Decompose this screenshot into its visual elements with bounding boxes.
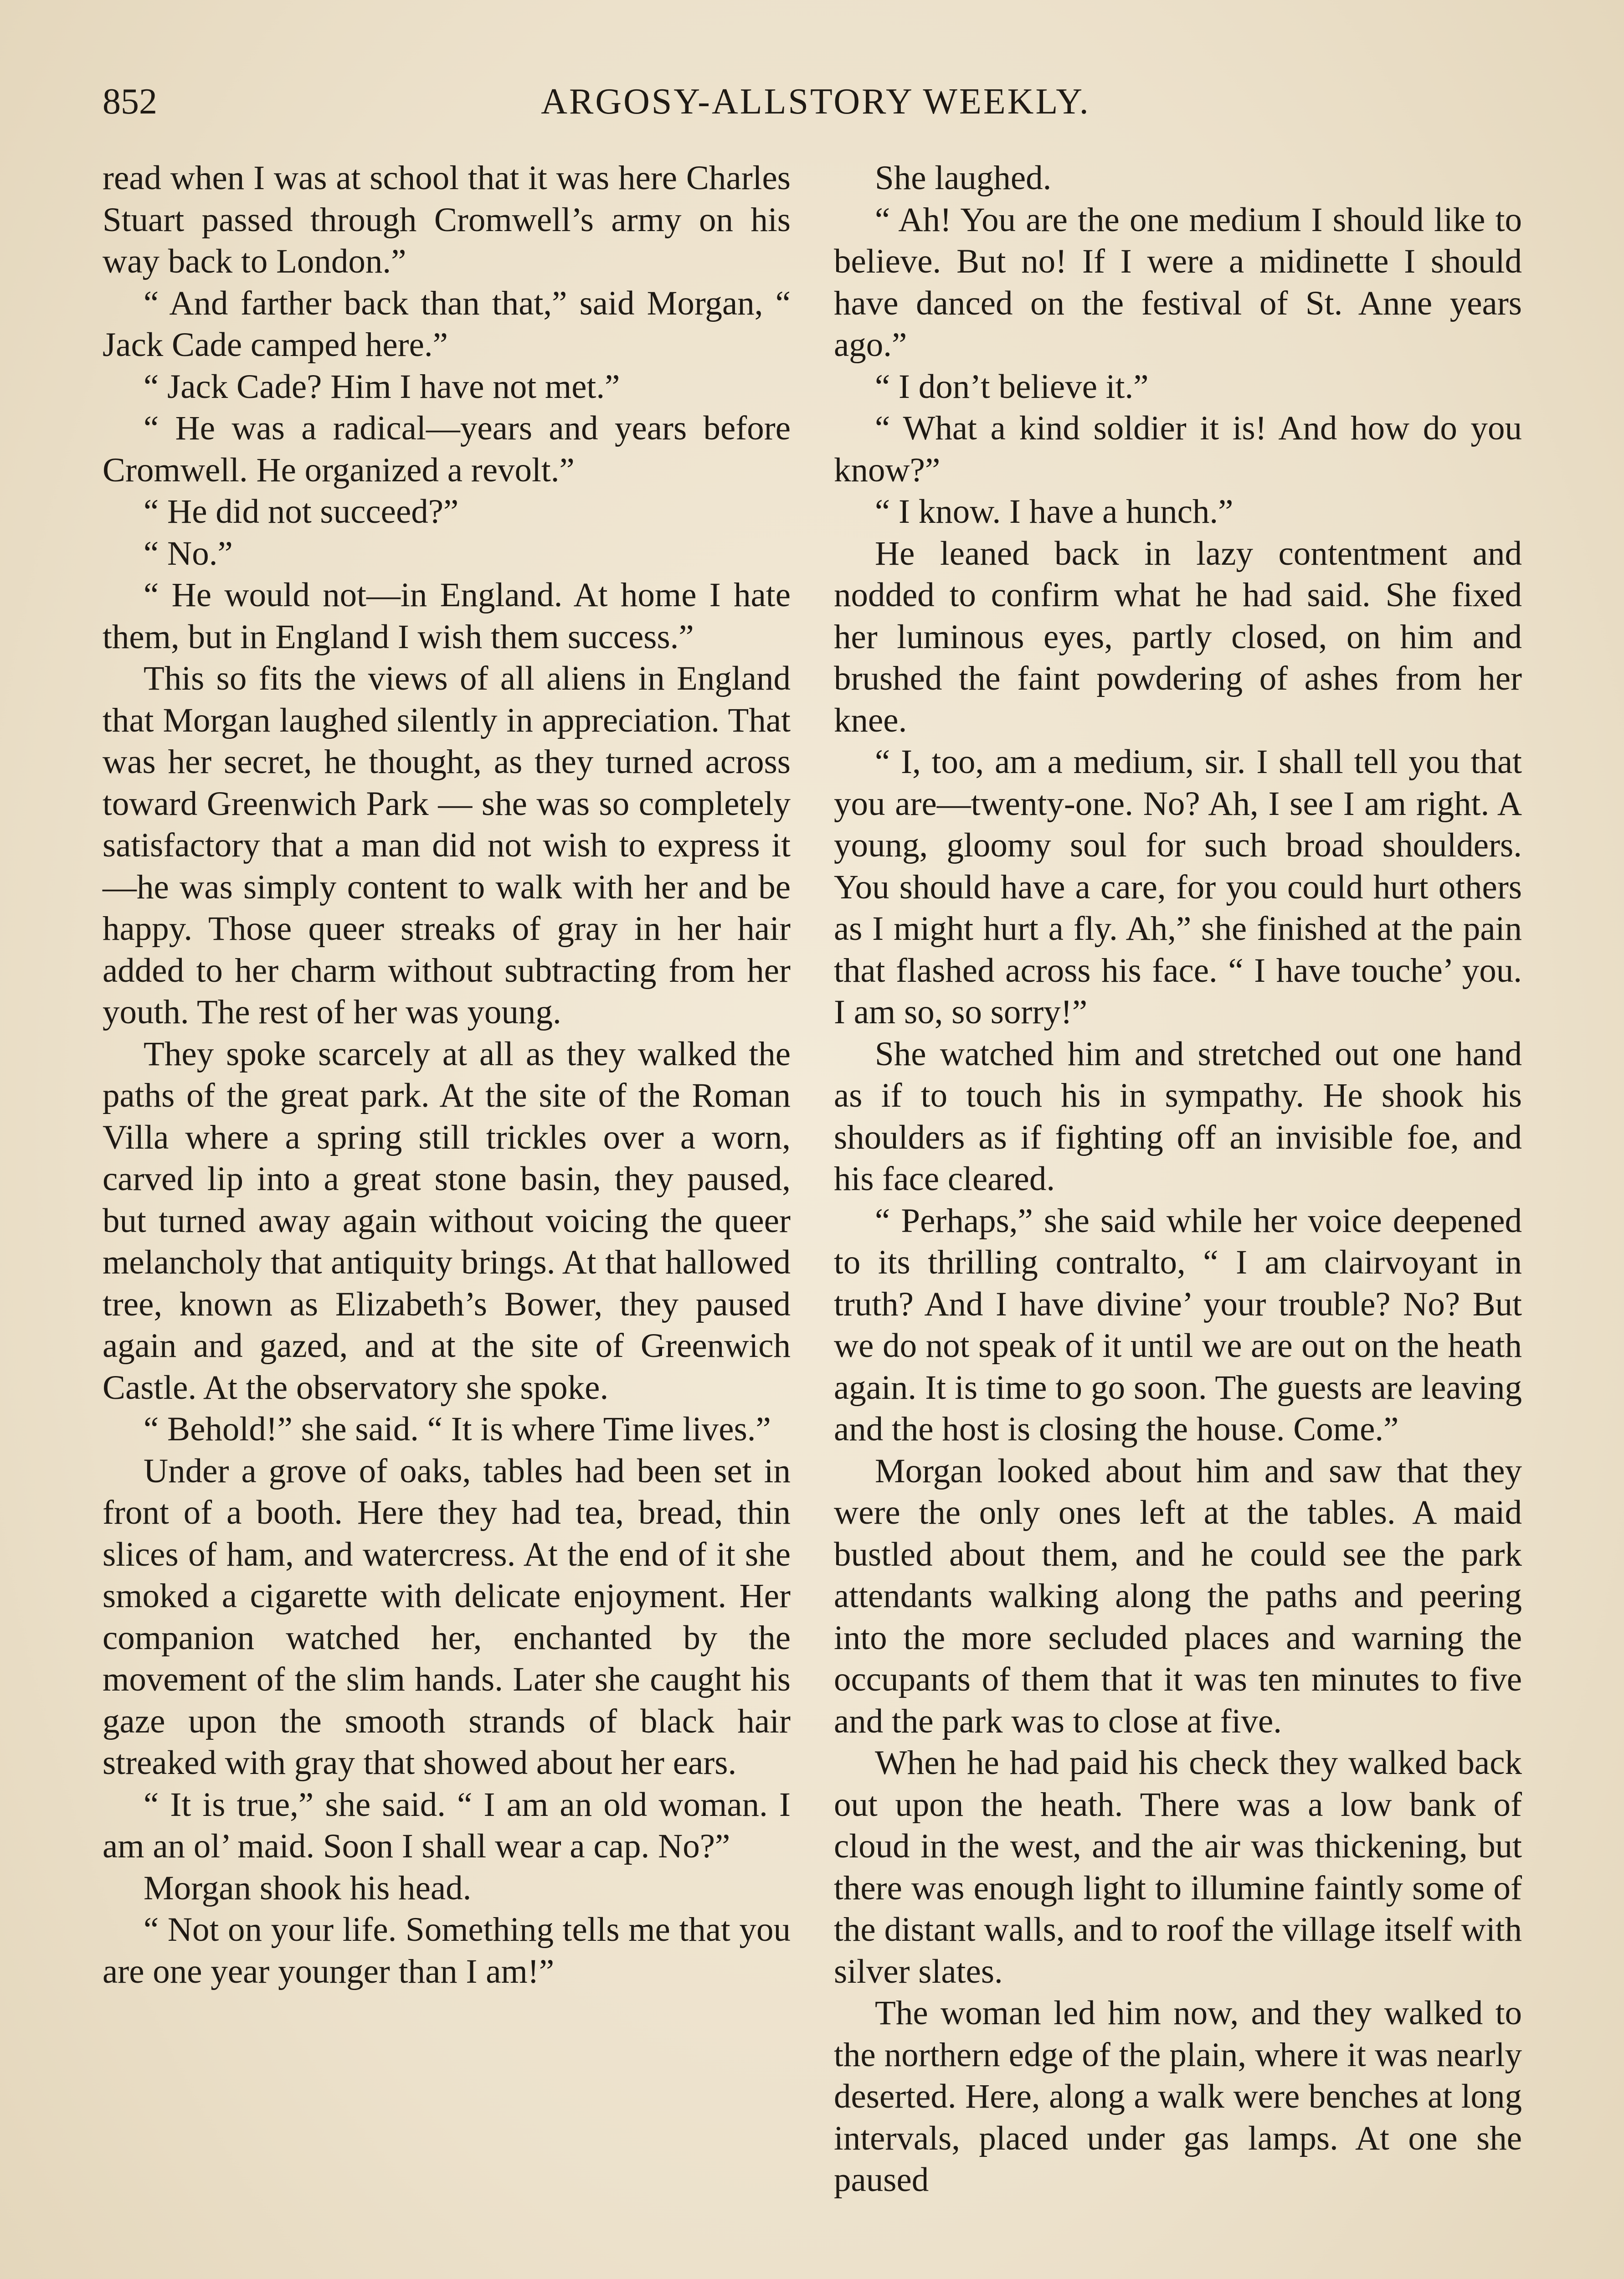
- paragraph: “ What a kind soldier it is! And how do you know?”: [834, 409, 1522, 489]
- paragraph: Under a grove of oaks, tables had been set in front of a booth. Here they had tea, bread, thin slices of ham, and watercress. At the end of it she smoked a cigarette with delicate enjoyment. Her companion watched her, enchanted by the movement of the slim hands. Later she caught his gaze upon the smooth strands of black hair streaked with gray that showed about her ears.: [103, 1452, 791, 1782]
- paragraph: read when I was at school that it was here Charles Stuart passed through Cromwell’s army on his way back to London.”: [103, 159, 791, 280]
- paragraph: “ Jack Cade? Him I have not met.”: [144, 367, 620, 406]
- paragraph: “ I don’t believe it.”: [875, 367, 1149, 406]
- paragraph: “ Ah! You are the one medium I should like to believe. But no! If I were a midinette I should have danced on the festival of St. Anne years ago.”: [834, 201, 1522, 364]
- paragraph: This so fits the views of all aliens in England that Morgan laughed silently in appreciation. That was her secret, he thought, as they turned across toward Greenwich Park — she was so completely satisfactory that a man did not wish to express it—he was simply content to walk with her and be happy. Those queer streaks of gray in her hair added to her charm without subtracting from her youth. The rest of her was young.: [103, 660, 791, 1031]
- paragraph: “ He was a radical—years and years before Cromwell. He organized a revolt.”: [103, 409, 791, 489]
- paragraph: “ And farther back than that,” said Morgan, “ Jack Cade camped here.”: [103, 284, 791, 364]
- paragraph: She watched him and stretched out one hand as if to touch his in sympathy. He shook his shoulders as if fighting off an invisible foe, and his face cleared.: [834, 1035, 1522, 1198]
- paragraph: “ He did not succeed?”: [144, 493, 459, 531]
- paragraph: The woman led him now, and they walked to the northern edge of the plain, where it was nearly deserted. Here, along a walk were benches at long intervals, placed under gas lamps. At one she paused: [834, 1994, 1522, 2199]
- page-header: [103, 77, 1529, 127]
- paragraph: “ Not on your life. Something tells me that you are one year younger than I am!”: [103, 1911, 791, 1990]
- left-column: [103, 157, 791, 1992]
- paragraph: Morgan looked about him and saw that they were the only ones left at the tables. A maid bustled about them, and he could see the park attendants walking along the paths and peering into the more secluded places and warning the occupants of them that it was ten minutes to five and the park was to close at five.: [834, 1452, 1522, 1740]
- paragraph: “ I know. I have a hunch.”: [875, 493, 1233, 531]
- paragraph: “ No.”: [144, 534, 233, 572]
- paragraph: She laughed.: [875, 159, 1052, 197]
- paragraph: “ Perhaps,” she said while her voice deepened to its thrilling contralto, “ I am clairvoyant in truth? And I have divine’ your trouble? No? But we do not speak of it until we are out on the heath again. It is time to go soon. The guests are leaving and the host is closing the house. Come.”: [834, 1201, 1522, 1448]
- page-number: 852: [103, 82, 157, 122]
- right-column: [834, 157, 1522, 2201]
- running-title: ARGOSY-ALLSTORY WEEKLY.: [541, 82, 1090, 122]
- paragraph: Morgan shook his head.: [144, 1869, 472, 1907]
- paragraph: “ I, too, am a medium, sir. I shall tell you that you are—twenty-one. No? Ah, I see I am right. A young, gloomy soul for such broad shoulders. You should have a care, for you could hurt others as I might hurt a fly. Ah,” she finished at the pain that flashed across his face. “ I have touche’ you. I am so, so sorry!”: [834, 743, 1522, 1031]
- paragraph: When he had paid his check they walked back out upon the heath. There was a low bank of cloud in the west, and the air was thickening, but there was enough light to illumine faintly some of the distant walls, and to roof the village itself with silver slates.: [834, 1744, 1522, 1990]
- paragraph: “ Behold!” she said. “ It is where Time lives.”: [144, 1410, 771, 1448]
- paragraph: “ It is true,” she said. “ I am an old woman. I am an ol’ maid. Soon I shall wear a cap. No?”: [103, 1785, 791, 1865]
- paragraph: He leaned back in lazy contentment and nodded to confirm what he had said. She fixed her luminous eyes, partly closed, on him and brushed the faint powdering of ashes from her knee.: [834, 534, 1522, 739]
- paragraph: They spoke scarcely at all as they walked the paths of the great park. At the site of the Roman Villa where a spring still trickles over a worn, carved lip into a great stone basin, they paused, but turned away again without voicing the queer melancholy that antiquity brings. At that hallowed tree, known as Elizabeth’s Bower, they paused again and gazed, and at the site of Greenwich Castle. At the observatory she spoke.: [103, 1035, 791, 1407]
- paragraph: “ He would not—in England. At home I hate them, but in England I wish them success.”: [103, 576, 791, 656]
